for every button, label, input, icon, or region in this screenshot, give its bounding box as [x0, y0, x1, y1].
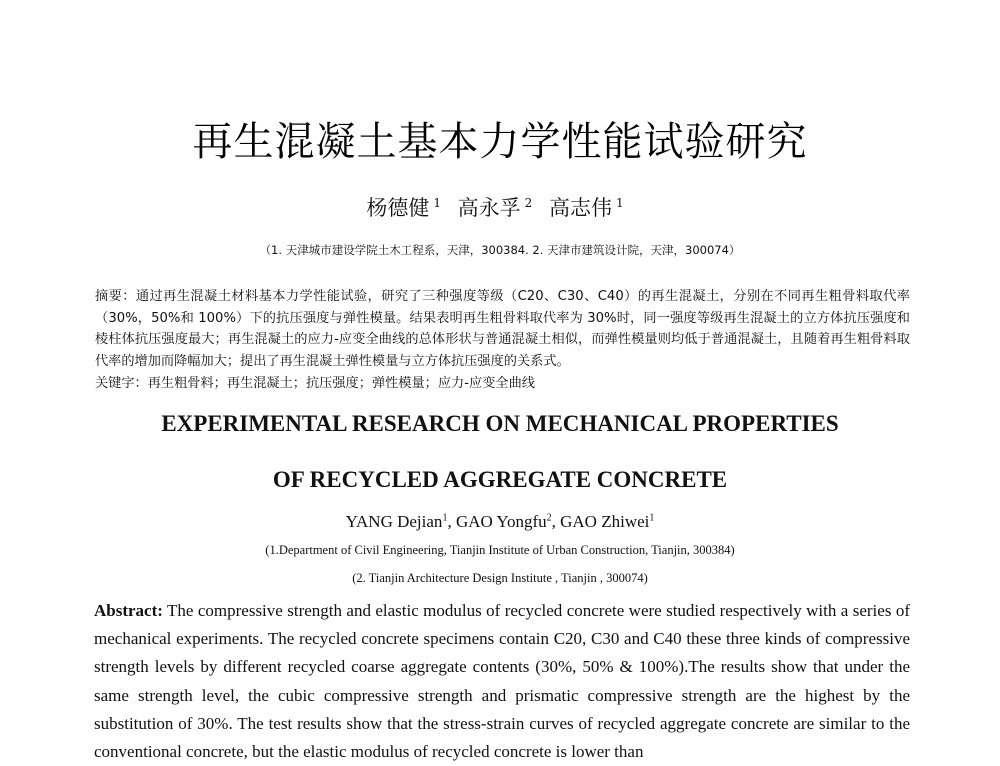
chinese-keywords: 关键字：再生粗骨料；再生混凝土；抗压强度；弹性模量；应力-应变全曲线 — [95, 376, 535, 391]
author-affiliation-mark: 1 — [649, 512, 655, 524]
chinese-author: 杨德健 — [366, 196, 430, 220]
chinese-abstract: 摘要：通过再生混凝土材料基本力学性能试验，研究了三种强度等级（C20、C30、C40）的再生混凝土，分别在不同再生粗骨料取代率（30%，50%和 100%）下的抗压强度与弹性模量。结果表明再生粗骨料取代率为 30%时，同一强度等级再生混凝土的立方体抗压强度和棱柱体抗压强度最大；再生混凝土的应力-应变全曲线的总体形状与普通混凝土相似，而弹性模量则均低于普通混凝土，且随着再生粗骨料取代率的增加而降幅加大；提出了再生混凝土弹性模量与立方体抗压强度的关系式。 — [95, 289, 910, 369]
author-affiliation-mark: 1 — [442, 512, 448, 524]
english-title-line-1: EXPERIMENTAL RESEARCH ON MECHANICAL PROPERTIES — [161, 411, 839, 436]
english-affiliation-2: (2. Tianjin Architecture Design Institute , Tianjin , 300074) — [352, 571, 648, 585]
english-author-list — [0, 512, 1000, 532]
chinese-author: 高永孚 — [457, 196, 521, 220]
author-separator: , — [447, 512, 456, 531]
chinese-affiliation: （1. 天津城市建设学院土木工程系，天津，300384. 2. 天津市建筑设计院，天津，300074） — [259, 243, 741, 257]
abstract-body: The compressive strength and elastic modulus of recycled concrete were studied respectively with a series of mechanical experiments. The recycled concrete specimens contain C20, C30 and C40 these three kinds of compressive strength levels by different recycled coarse aggregate contents (30%, 50% & 100%).The results show that under the same strength level, the cubic compressive strength and prismatic compressive strength are the highest by the substitution of 30%. The test results show that the stress-strain curves of recycled aggregate concrete are similar to the conventional concrete, but the elastic modulus of recycled concrete is lower than — [94, 601, 910, 762]
chinese-author-list — [0, 192, 1000, 222]
english-abstract — [94, 597, 910, 766]
english-author: GAO Yongfu — [455, 512, 547, 531]
english-author: YANG Dejian — [345, 512, 443, 531]
english-title-line-2: OF RECYCLED AGGREGATE CONCRETE — [272, 467, 728, 492]
author-separator: , — [551, 512, 561, 531]
chinese-title: 再生混凝土基本力学性能试验研究 — [192, 119, 808, 165]
author-affiliation-mark: 2 — [524, 196, 533, 210]
author-affiliation-mark: 1 — [616, 196, 624, 210]
abstract-label: Abstract: — [94, 601, 163, 620]
chinese-author: 高志伟 — [549, 196, 612, 220]
english-affiliation-1: (1.Department of Civil Engineering, Tianjin Institute of Urban Construction, Tianjin, 300384) — [265, 543, 735, 557]
author-affiliation-mark: 2 — [546, 512, 552, 524]
english-author: GAO Zhiwei — [560, 512, 650, 531]
author-affiliation-mark: 1 — [433, 196, 441, 210]
